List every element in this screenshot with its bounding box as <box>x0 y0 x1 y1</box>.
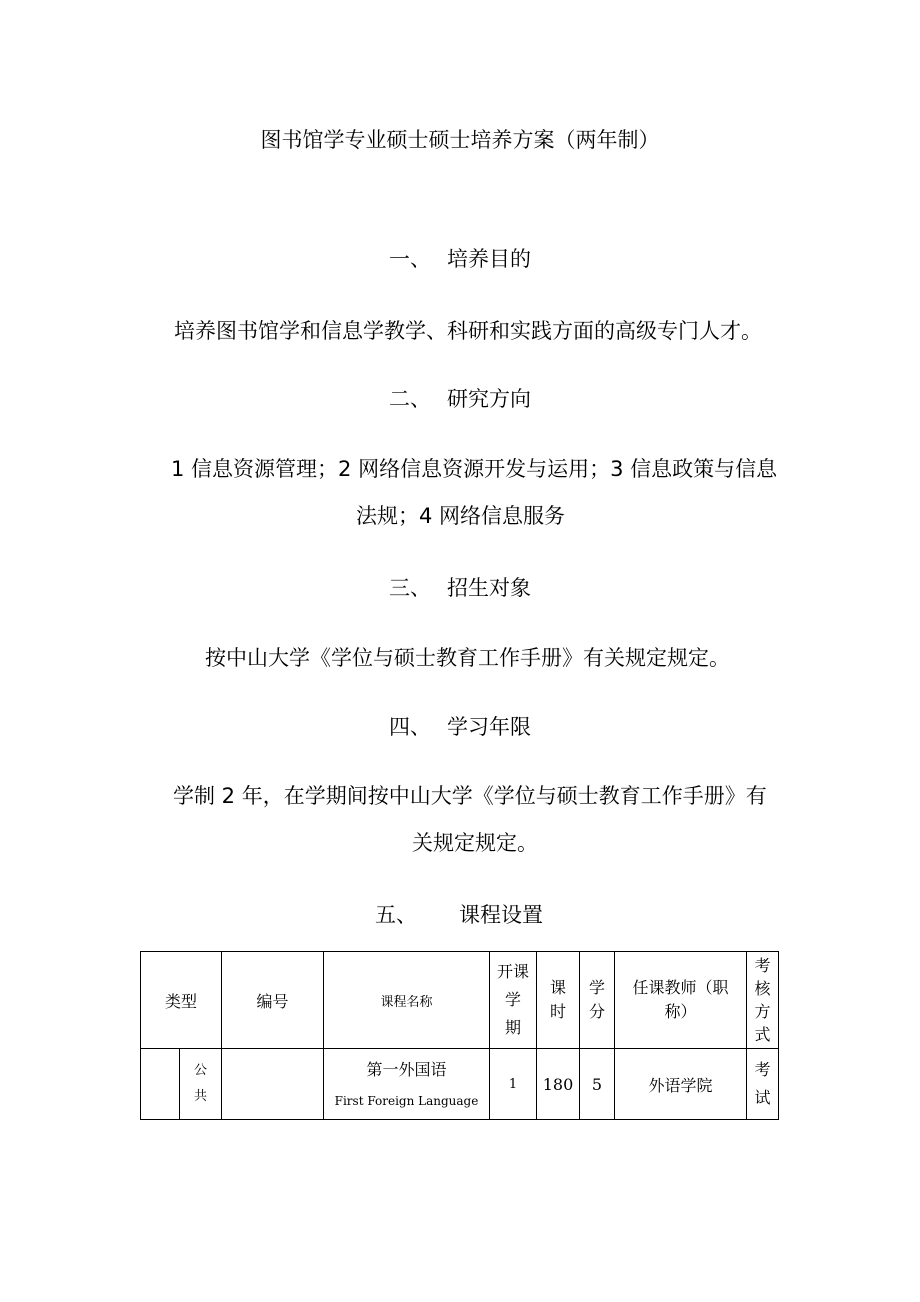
exam-line-2: 试 <box>754 1088 771 1107</box>
course-name-cn: 第一外国语 <box>366 1060 447 1079</box>
section-2-text-line-2: 法规；4 网络信息服务 <box>356 504 566 528</box>
section-1-text: 培养图书馆学和信息学教学、科研和实践方面的高级专门人才。 <box>174 319 762 343</box>
section-4-text-line-2: 关规定规定。 <box>412 831 538 855</box>
section-4-number: 四、 <box>389 715 431 739</box>
section-1-number: 一、 <box>389 247 431 271</box>
course-table <box>140 951 779 1120</box>
header-teacher-line-1: 任课教师（职 <box>632 978 729 997</box>
header-teacher <box>615 952 747 1049</box>
section-2-number: 二、 <box>389 387 431 411</box>
section-2-text-line-1: 1 信息资源管理；2 网络信息资源开发与运用；3 信息政策与信息 <box>171 457 778 481</box>
header-hours-line-1: 课 <box>549 978 566 997</box>
header-course-name: 课程名称 <box>324 952 490 1049</box>
section-5-heading: 课程设置 <box>459 903 543 927</box>
course-name-cell <box>324 1049 490 1120</box>
section-3-heading: 招生对象 <box>447 576 531 600</box>
hours-cell: 180 <box>537 1049 580 1120</box>
header-credits-line-1: 学 <box>588 978 605 997</box>
header-semester-line-2: 学 <box>504 990 521 1009</box>
header-exam-line-1: 考 <box>754 956 771 975</box>
header-exam-line-2: 核 <box>754 979 771 998</box>
header-semester-line-1: 开课 <box>496 962 529 981</box>
teacher-cell: 外语学院 <box>615 1049 747 1120</box>
table-header-row <box>141 952 779 1049</box>
section-5-number: 五、 <box>375 903 417 927</box>
header-semester <box>490 952 537 1049</box>
document-title: 图书馆学专业硕士硕士培养方案（两年制） <box>260 128 660 152</box>
header-credits-line-2: 分 <box>588 1002 605 1021</box>
semester-cell: 1 <box>490 1049 537 1120</box>
header-exam-method <box>747 952 779 1049</box>
section-3-number: 三、 <box>389 576 431 600</box>
table-row <box>141 1049 779 1120</box>
header-exam-line-3: 方 <box>754 1002 771 1021</box>
header-teacher-line-2: 称） <box>664 1002 697 1021</box>
header-hours <box>537 952 580 1049</box>
section-3-text: 按中山大学《学位与硕士教育工作手册》有关规定规定。 <box>205 646 730 670</box>
exam-cell <box>747 1049 779 1120</box>
exam-line-1: 考 <box>754 1060 771 1079</box>
section-4-text-line-1: 学制 2 年，在学期间按中山大学《学位与硕士教育工作手册》有 <box>173 784 767 808</box>
course-code-cell <box>222 1049 324 1120</box>
category-cell-empty <box>141 1049 180 1120</box>
category-cell <box>180 1049 222 1120</box>
header-exam-line-4: 式 <box>754 1025 771 1044</box>
section-4-heading: 学习年限 <box>447 715 531 739</box>
header-credits <box>580 952 615 1049</box>
category-line-2: 共 <box>193 1089 207 1104</box>
course-name-en: First Foreign Language <box>334 1094 479 1108</box>
header-semester-line-3: 期 <box>504 1018 521 1037</box>
category-line-1: 公 <box>193 1063 207 1078</box>
header-code: 编号 <box>222 952 324 1049</box>
section-1-heading: 培养目的 <box>447 247 531 271</box>
section-2-heading: 研究方向 <box>447 387 531 411</box>
credits-cell: 5 <box>580 1049 615 1120</box>
header-type: 类型 <box>141 952 222 1049</box>
header-hours-line-2: 时 <box>549 1002 566 1021</box>
